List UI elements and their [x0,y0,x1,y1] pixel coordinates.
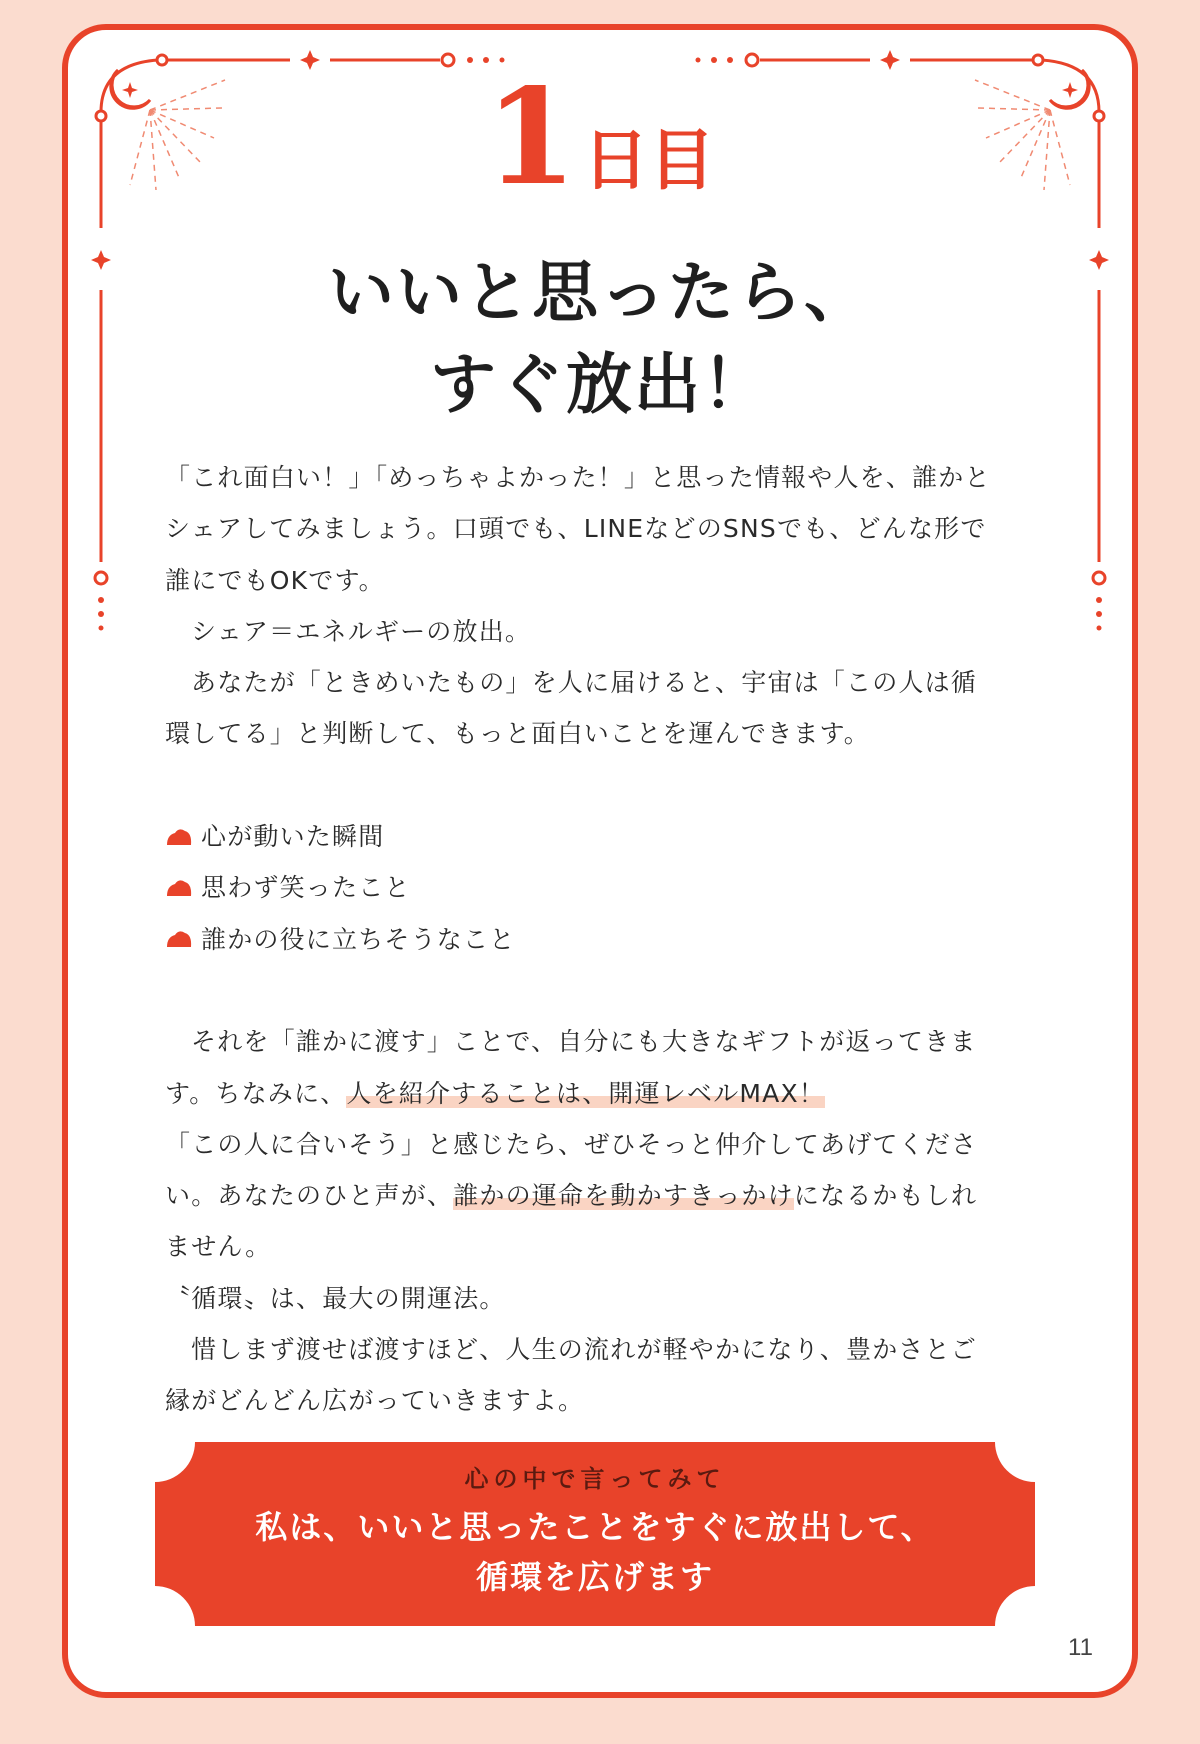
banner-line2: 循環を広げます [475,1558,714,1596]
paragraph-line: ません。 [165,1232,272,1262]
day-number: 1 [485,60,577,215]
paragraph-line: それを「誰かに渡す」ことで、自分にも大きなギフトが返ってきま [191,1027,977,1057]
spacer [165,965,1045,1016]
spacer [165,760,1045,811]
paragraph-line: 〝循環〟は、最大の開運法。 [165,1283,506,1313]
bullet-icon [165,827,193,847]
paragraph-line: あなたが「ときめいたもの」を人に届けると、宇宙は「この人は循 [191,668,978,698]
bullet-icon [165,878,193,898]
sparkle-icon [880,50,900,70]
paragraph-line: シェアしてみましょう。口頭でも、LINEなどのSNSでも、どんな形で [165,514,987,544]
paragraph-line: 誰にでもOKです。 [165,565,385,595]
affirmation-banner [155,1442,1035,1626]
headline-line1: いいと思ったら、 [328,253,872,331]
headline [0,246,1200,430]
paragraph-line: 「この人に合いそう」と感じたら、ぜひそっと仲介してあげてくださ [165,1129,978,1159]
day-title [0,60,1200,215]
banner-caption: 心の中で言ってみて [464,1464,726,1493]
highlighted-text: 人を紹介することは、開運レベルMAX！ [346,1078,826,1108]
body-text [165,452,1045,1427]
sparkle-icon [300,50,320,70]
list-item: 誰かの役に立ちそうなこと [165,914,1045,965]
paragraph-line: 惜しまず渡せば渡すほど、人生の流れが軽やかになり、豊かさとご [191,1335,978,1365]
paragraph-line: 縁がどんどん広がっていきますよ。 [165,1386,585,1416]
bullet-icon [165,929,193,949]
paragraph-line: 「これ面白い！」「めっちゃよかった！」と思った情報や人を、誰かと [165,463,991,492]
day-suffix: 日目 [582,121,715,199]
paragraph-line: い。あなたのひと声が、誰かの運命を動かすきっかけになるかもしれ [165,1181,978,1211]
highlighted-text: 誰かの運命を動かすきっかけ [453,1181,794,1211]
paragraph-line: 環してる」と判断して、もっと面白いことを運んできます。 [165,719,870,749]
paragraph-line: シェア＝エネルギーの放出。 [191,616,532,646]
banner-line1: 私は、いいと思ったことをすぐに放出して、 [255,1508,935,1546]
page-number: 11 [1068,1634,1093,1661]
list-item: 心が動いた瞬間 [165,811,1045,862]
paragraph-line: す。ちなみに、人を紹介することは、開運レベルMAX！ [165,1078,826,1108]
list-item: 思わず笑ったこと [165,862,1045,913]
headline-line2: すぐ放出！ [430,345,770,423]
